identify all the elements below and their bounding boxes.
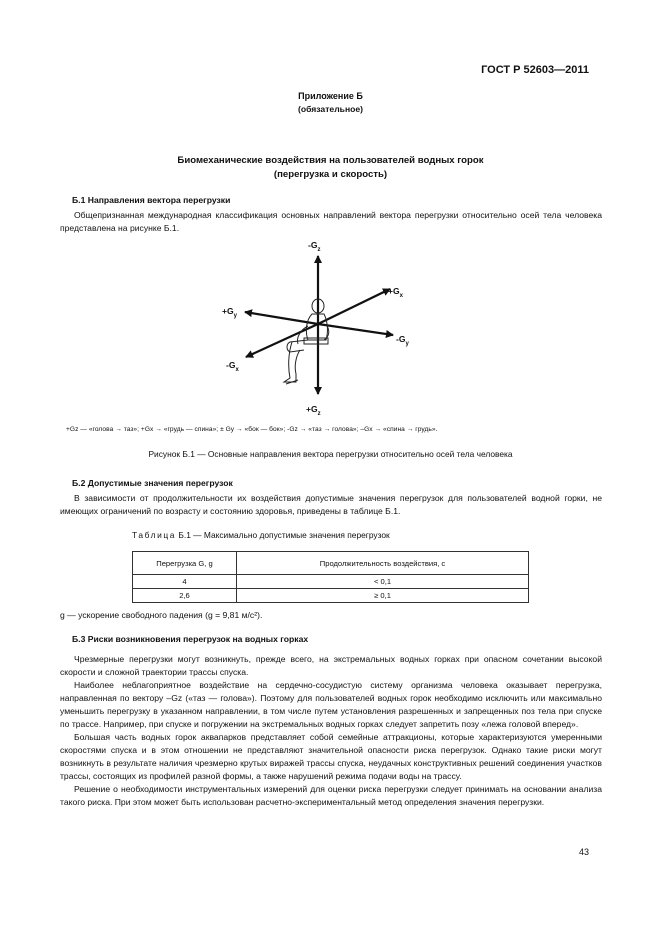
- paragraph: Большая часть водных горок аквапарков представляет собой семейные аттракционы, которые характеризуются умеренными скоростями спуска и в этом отношении не представляют значительной опасности риска перегрузок. Однако такие риски могут возникнуть в результате наличия чрезмерно крутых виражей трассы спуска, неудачных конструктивных решений соединения участков трассы, состоящих из профилей разной формы, а также нарушений режима подачи воды на трассу.: [60, 732, 602, 781]
- section-b3-text: [60, 653, 602, 809]
- section-b1-heading: Б.1 Направления вектора перегрузки: [72, 195, 231, 205]
- table-cell: ≥ 0,1: [237, 589, 529, 603]
- label-gx-plus: $+G_x$: [388, 286, 403, 299]
- paragraph: Наиболее неблагоприятное воздействие на сердечно-сосудистую систему организма человека оказывает перегрузка, направленная по вектору –Gz («таз — голова»). Поэтому для пользователей водных горок необходимо исключить или максимально уменьшить перегрузку в указанном направлении, в том числе путем установления разрешенных и запрещенных поз тела при спуске по трассе. Например, при спуске и погружении на экстремальных водных горках следует запретить позу «лежа головой вперед».: [60, 680, 602, 729]
- figure-caption: Рисунок Б.1 — Основные направления вектора перегрузки относительно осей тела человека: [148, 449, 513, 459]
- appendix-title: Приложение Б: [298, 91, 363, 101]
- table-header-row: [133, 552, 529, 575]
- label-gz-plus: $+G_z$: [306, 404, 321, 417]
- table-header-cell: Продолжительность воздействия, с: [237, 552, 529, 575]
- label-gz-minus: $-G_z$: [308, 240, 321, 253]
- label-gy-plus: $+G_y$: [222, 306, 237, 319]
- section-b2-heading: Б.2 Допустимые значения перегрузок: [72, 478, 233, 488]
- g-definition-note: g — ускорение свободного падения (g = 9,81 м/с²).: [60, 610, 263, 620]
- table-header-cell: Перегрузка G, g: [133, 552, 237, 575]
- label-gx-minus: $-G_x$: [226, 360, 239, 373]
- paragraph: Решение о необходимости инструментальных измерений для оценки риска перегрузки следует принимать на основании анализа такого риска. При этом может быть использован расчетно-экспериментальный метод определения значения перегрузки.: [60, 784, 602, 807]
- doc-title-line1: Биомеханические воздействия на пользователей водных горок: [177, 155, 484, 166]
- page-number: 43: [578, 847, 589, 857]
- section-b2-text: В зависимости от продолжительности их воздействия допустимые значения перегрузок для пользователей водной горки, не имеющих ограничений по возрасту и состоянию здоровья, приведены в таблице Б.1.: [60, 493, 602, 516]
- table-caption: Таблица Б.1 — Максимально допустимые значения перегрузок: [132, 530, 390, 540]
- g-vector-figure: [200, 234, 440, 420]
- label-gy-minus: $-G_y$: [396, 334, 409, 347]
- table-row: [133, 575, 529, 589]
- seated-person-icon: [284, 299, 329, 384]
- table-cell: < 0,1: [237, 575, 529, 589]
- table-b1: [132, 551, 529, 603]
- table-cell: 2,6: [133, 589, 237, 603]
- standard-number: ГОСТ Р 52603—2011: [481, 64, 589, 76]
- section-b3-heading: Б.3 Риски возникновения перегрузок на водных горках: [72, 634, 309, 644]
- section-b1-text: Общепризнанная международная классификация основных направлений вектора перегрузки относительно осей тела человека представлена на рисунке Б.1.: [60, 210, 602, 233]
- doc-title-line2: (перегрузка и скорость): [273, 169, 388, 180]
- figure-legend: +Gz — «голова → таз»; +Gx → «грудь — спина»; ± Gy → «бок — бок»; -Gz → «таз → голова»; –Gx → «спина → грудь».: [66, 426, 438, 433]
- paragraph: Чрезмерные перегрузки могут возникнуть, прежде всего, на экстремальных водных горках при опасном сочетании высокой скорости и сложной траектории трассы спуска.: [60, 654, 602, 677]
- table-cell: 4: [133, 575, 237, 589]
- appendix-status: (обязательное): [297, 104, 364, 114]
- axis-gx-plus-arrow: [318, 289, 390, 324]
- table-row: [133, 589, 529, 603]
